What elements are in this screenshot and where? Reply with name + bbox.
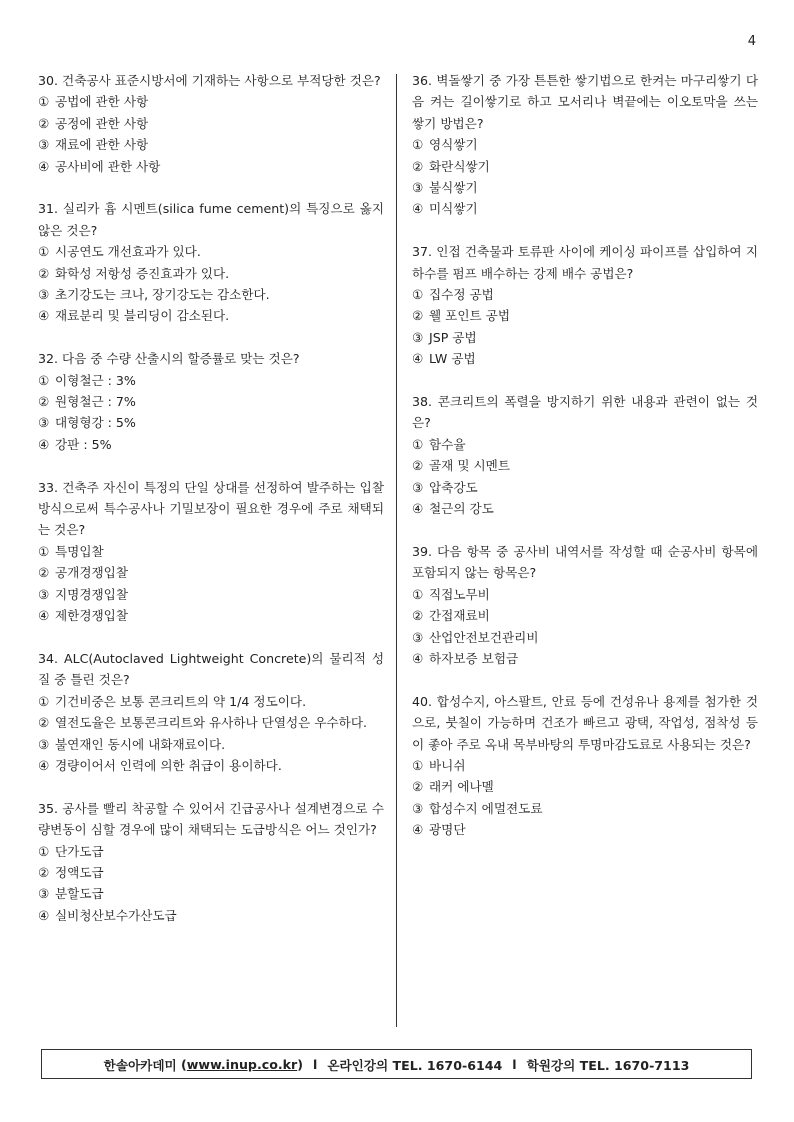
option-2[interactable] (38, 712, 384, 733)
option-text: 지명경쟁입찰 (55, 586, 128, 602)
option-1[interactable] (412, 584, 758, 605)
option-mark: ② (412, 458, 424, 474)
separator: l (512, 1056, 517, 1072)
option-mark: ① (412, 137, 424, 153)
question-text: 35. 공사를 빨리 착공할 수 있어서 긴급공사나 설계변경으로 수량변동이 심할 경우에 많이 채택되는 도급방식은 어느 것인가? (38, 800, 384, 838)
option-4[interactable] (38, 434, 384, 455)
footer-banner: 한솔아카데미 ( www.inup.co.kr ) l 온라인강의 TEL. 1670-6144 l 학원강의 TEL. 1670-7113 (41, 1049, 752, 1079)
option-text: 재료분리 및 블리딩이 감소된다. (55, 308, 230, 324)
option-3[interactable] (38, 883, 384, 904)
question-text: 39. 다음 항목 중 공사비 내역서를 작성할 때 순공사비 항목에 포함되지 않는 항목은? (412, 543, 758, 581)
option-4[interactable] (412, 819, 758, 840)
option-mark: ④ (38, 608, 50, 624)
option-text: 강판 : 5% (55, 436, 112, 452)
option-mark: ④ (412, 650, 424, 666)
option-text: 공법에 관한 사항 (55, 94, 149, 110)
question-37 (412, 241, 758, 369)
separator: l (312, 1056, 318, 1072)
question-36 (412, 70, 758, 220)
option-text: 광명단 (429, 822, 466, 838)
question-38 (412, 391, 758, 519)
option-mark: ① (412, 757, 424, 773)
option-1[interactable] (412, 284, 758, 305)
question-35 (38, 798, 384, 926)
option-text: 정액도급 (55, 864, 104, 880)
option-text: 골재 및 시멘트 (429, 458, 510, 474)
option-mark: ③ (38, 586, 50, 602)
question-text: 33. 건축주 자신이 특정의 단일 상대를 선정하여 발주하는 입찰방식으로써 특수공사나 기밀보장이 필요한 경우에 주로 채택되는 것은? (38, 479, 384, 538)
question-39 (412, 541, 758, 669)
option-3[interactable] (38, 134, 384, 155)
option-mark: ④ (38, 436, 50, 452)
question-text: 36. 벽돌쌓기 중 가장 튼튼한 쌓기법으로 한켜는 마구리쌓기 다음 켜는 길이쌓기로 하고 모서리나 벽끝에는 이오토막을 쓰는 쌓기 방법은? (412, 73, 758, 131)
option-2[interactable] (412, 305, 758, 326)
option-mark: ① (38, 94, 50, 110)
option-mark: ② (38, 864, 50, 880)
option-text: 하자보증 보험금 (429, 650, 519, 666)
option-mark: ① (38, 543, 50, 559)
option-text: 공개경쟁입찰 (55, 565, 128, 581)
question-32 (38, 348, 384, 455)
question-text: 40. 합성수지, 아스팔트, 안료 등에 건성유나 용제를 첨가한 것으로, 붓칠이 가능하며 건조가 빠르고 광택, 작업성, 점착성 등이 좋아 주로 옥내 목부바탕의 투명마감도료로 사용되는 것은? (412, 693, 758, 752)
option-mark: ① (38, 244, 50, 260)
option-mark: ③ (38, 415, 50, 431)
question-text: 37. 인접 건축물과 토류판 사이에 케이싱 파이프를 삽입하여 지하수를 펌프 배수하는 강제 배수 공법은? (412, 244, 758, 281)
option-4[interactable] (412, 198, 758, 219)
option-text: 불식쌓기 (429, 180, 478, 196)
column-divider (396, 74, 397, 1027)
question-text: 38. 콘크리트의 폭렬을 방지하기 위한 내용과 관련이 없는 것은? (412, 394, 758, 431)
option-mark: ③ (38, 287, 50, 303)
question-40 (412, 691, 758, 841)
option-4[interactable] (412, 348, 758, 369)
option-text: 영식쌓기 (429, 137, 478, 153)
option-mark: ④ (38, 907, 50, 923)
option-mark: ② (38, 565, 50, 581)
question-31 (38, 198, 384, 326)
option-2[interactable] (38, 562, 384, 583)
option-3[interactable] (412, 477, 758, 498)
option-3[interactable] (412, 798, 758, 819)
option-text: 실비청산보수가산도급 (55, 907, 177, 923)
option-3[interactable] (412, 177, 758, 198)
option-text: 열전도율은 보통콘크리트와 유사하나 단열성은 우수하다. (55, 715, 367, 731)
option-text: 이형철근 : 3% (55, 372, 136, 388)
question-30 (38, 70, 384, 177)
option-2[interactable] (38, 391, 384, 412)
option-mark: ③ (412, 180, 424, 196)
option-mark: ④ (38, 158, 50, 174)
option-mark: ③ (38, 137, 50, 153)
question-34 (38, 648, 384, 776)
option-text: 직접노무비 (429, 586, 490, 602)
option-text: 원형철근 : 7% (55, 394, 136, 410)
option-1[interactable] (38, 841, 384, 862)
option-text: LW 공법 (429, 351, 476, 367)
academy-name: 한솔아카데미 (103, 1057, 177, 1073)
option-4[interactable] (412, 648, 758, 669)
option-1[interactable] (412, 434, 758, 455)
option-mark: ④ (412, 201, 424, 217)
option-3[interactable] (38, 584, 384, 605)
option-mark: ② (38, 394, 50, 410)
option-mark: ④ (38, 308, 50, 324)
option-mark: ② (38, 115, 50, 131)
option-text: 간접재료비 (429, 608, 490, 624)
online-lecture-phone: 온라인강의 TEL. 1670-6144 (327, 1057, 503, 1073)
option-mark: ① (412, 287, 424, 303)
option-1[interactable] (412, 134, 758, 155)
option-1[interactable] (38, 691, 384, 712)
option-mark: ① (38, 693, 50, 709)
option-2[interactable] (412, 605, 758, 626)
option-2[interactable] (412, 156, 758, 177)
option-2[interactable] (38, 263, 384, 284)
option-text: 래커 에나멜 (429, 779, 494, 795)
option-text: 화학성 저항성 증진효과가 있다. (55, 265, 230, 281)
option-mark: ① (38, 372, 50, 388)
question-text: 30. 건축공사 표준시방서에 기재하는 사항으로 부적당한 것은? (38, 73, 381, 88)
option-mark: ② (412, 158, 424, 174)
option-text: 함수율 (429, 436, 466, 452)
option-mark: ③ (38, 886, 50, 902)
option-3[interactable] (38, 412, 384, 433)
option-text: 특명입찰 (55, 543, 104, 559)
option-text: 불연재인 동시에 내화재료이다. (55, 736, 226, 752)
option-mark: ① (412, 586, 424, 602)
option-mark: ③ (412, 329, 424, 345)
option-4[interactable] (38, 605, 384, 626)
option-1[interactable] (38, 541, 384, 562)
option-3[interactable] (38, 734, 384, 755)
option-text: 합성수지 에멀젼도료 (429, 800, 543, 816)
option-text: 단가도급 (55, 843, 104, 859)
option-4[interactable] (38, 905, 384, 926)
option-1[interactable] (412, 755, 758, 776)
option-mark: ③ (412, 629, 424, 645)
option-text: 화란식쌓기 (429, 158, 490, 174)
option-4[interactable] (38, 755, 384, 776)
option-text: 집수정 공법 (429, 287, 494, 303)
page-number: 4 (747, 34, 756, 49)
option-mark: ④ (412, 351, 424, 367)
left-column (38, 70, 384, 948)
option-text: 산업안전보건관리비 (429, 629, 539, 645)
question-33 (38, 477, 384, 627)
option-mark: ② (412, 779, 424, 795)
right-column (412, 70, 758, 862)
option-mark: ① (412, 436, 424, 452)
option-2[interactable] (412, 455, 758, 476)
option-mark: ④ (412, 822, 424, 838)
option-mark: ④ (412, 501, 424, 517)
option-text: 웰 포인트 공법 (429, 308, 510, 324)
option-3[interactable] (38, 284, 384, 305)
option-text: 초기강도는 크나, 장기강도는 감소한다. (55, 287, 270, 303)
option-1[interactable] (38, 241, 384, 262)
option-text: 제한경쟁입찰 (55, 608, 128, 624)
option-text: 바니쉬 (429, 757, 466, 773)
option-text: 공사비에 관한 사항 (55, 158, 161, 174)
option-mark: ② (412, 608, 424, 624)
option-mark: ③ (38, 736, 50, 752)
option-1[interactable] (38, 91, 384, 112)
option-mark: ② (412, 308, 424, 324)
option-2[interactable] (412, 776, 758, 797)
option-mark: ③ (412, 800, 424, 816)
option-text: 압축강도 (429, 479, 478, 495)
option-text: 시공연도 개선효과가 있다. (55, 244, 201, 260)
question-text: 31. 실리카 흄 시멘트(silica fume cement)의 특징으로 옳지 않은 것은? (38, 201, 384, 238)
option-text: 재료에 관한 사항 (55, 137, 149, 153)
option-3[interactable] (412, 327, 758, 348)
option-text: 미식쌓기 (429, 201, 478, 217)
option-text: JSP 공법 (429, 329, 477, 345)
option-1[interactable] (38, 370, 384, 391)
option-mark: ④ (38, 757, 50, 773)
option-text: 기건비중은 보통 콘크리트의 약 1/4 정도이다. (55, 693, 307, 709)
option-2[interactable] (38, 862, 384, 883)
option-3[interactable] (412, 627, 758, 648)
option-mark: ③ (412, 479, 424, 495)
option-mark: ② (38, 265, 50, 281)
option-2[interactable] (38, 113, 384, 134)
offline-lecture-phone: 학원강의 TEL. 1670-7113 (526, 1057, 690, 1073)
option-text: 경량이어서 인력에 의한 취급이 용이하다. (55, 757, 282, 773)
option-4[interactable] (38, 156, 384, 177)
option-4[interactable] (38, 305, 384, 326)
question-text: 34. ALC(Autoclaved Lightweight Concrete)의 물리적 성질 중 틀린 것은? (38, 650, 384, 688)
option-text: 철근의 강도 (429, 501, 494, 517)
option-4[interactable] (412, 498, 758, 519)
option-mark: ② (38, 715, 50, 731)
option-text: 분할도급 (55, 886, 104, 902)
website-link[interactable]: www.inup.co.kr (186, 1056, 298, 1072)
option-text: 공정에 관한 사항 (55, 115, 149, 131)
option-mark: ① (38, 843, 50, 859)
option-text: 대형형강 : 5% (55, 415, 136, 431)
question-text: 32. 다음 중 수량 산출시의 할증률로 맞는 것은? (38, 351, 300, 367)
